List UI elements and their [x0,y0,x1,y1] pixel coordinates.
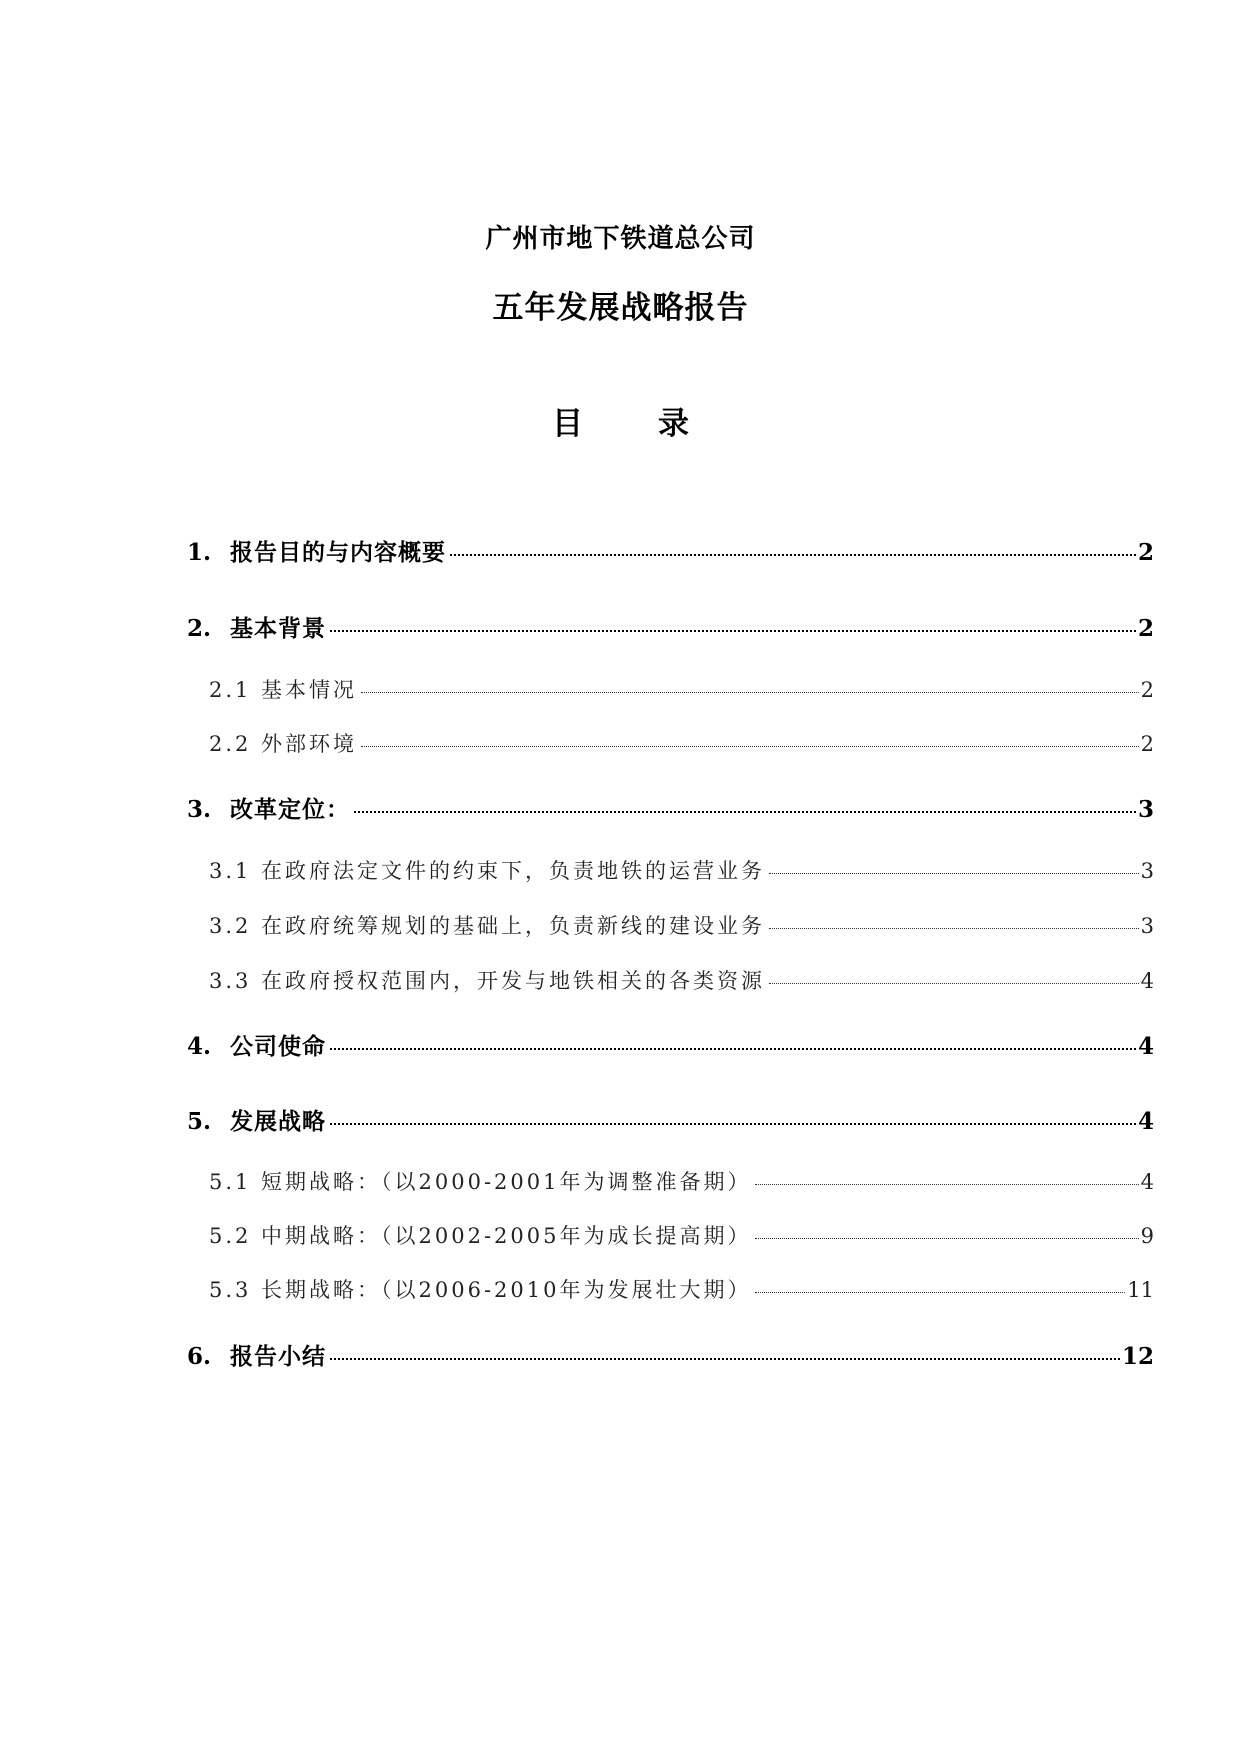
toc-dot-leader [361,692,1139,693]
toc-entry-number: 5.1 [209,1170,252,1194]
toc-dot-leader [354,811,1136,813]
toc-dot-leader [330,1123,1136,1125]
toc-dot-leader [769,873,1139,874]
company-name: 广州市地下铁道总公司 [485,224,756,254]
toc-entry-page: 4 [1137,1108,1154,1135]
toc-heading: 目 录 [552,406,711,442]
toc-entry-number: 3.2 [209,914,252,938]
toc-entry-page: 2 [1140,732,1154,756]
toc-dot-leader [450,554,1136,556]
toc-dot-leader [755,1184,1138,1185]
toc-entry-6[interactable] [187,1338,1154,1371]
toc-dot-leader [361,746,1139,747]
toc-entry-page: 4 [1140,969,1154,993]
toc-entry-title: 在政府授权范围内，开发与地铁相关的各类资源 [261,969,765,993]
toc-entry-number: 5.2 [209,1224,252,1248]
toc-entry-page: 11 [1127,1278,1154,1302]
toc-entry-number: 2.1 [209,678,252,702]
toc-entry-2-2[interactable] [209,728,1154,758]
toc-entry-title: 在政府统筹规划的基础上，负责新线的建设业务 [261,914,765,938]
toc-dot-leader [330,630,1136,632]
toc-entry-1[interactable] [187,534,1154,567]
toc-entry-5-3[interactable] [209,1274,1154,1304]
toc-entry-number: 1. [187,539,212,566]
toc-entry-title: 短期战略：（以2000-2001年为调整准备期） [261,1170,752,1194]
toc-entry-number: 2.2 [209,732,252,756]
toc-entry-2-1[interactable] [209,674,1154,704]
toc-entry-page: 4 [1137,1033,1154,1060]
toc-entry-3-1[interactable] [209,855,1154,885]
toc-entry-page: 3 [1140,859,1154,883]
toc-dot-leader [330,1358,1120,1360]
toc-dot-leader [755,1238,1138,1239]
toc-entry-page: 2 [1137,539,1154,566]
toc-entry-title: 长期战略：（以2006-2010年为发展壮大期） [261,1278,752,1302]
toc-dot-leader [769,983,1139,984]
report-title: 五年发展战略报告 [492,290,749,326]
toc-entry-3[interactable] [187,791,1154,824]
toc-entry-5[interactable] [187,1103,1154,1136]
toc-entry-number: 5. [187,1108,212,1135]
toc-entry-title: 中期战略：（以2002-2005年为成长提高期） [261,1224,752,1248]
toc-entry-number: 6. [187,1343,212,1370]
toc-entry-page: 9 [1140,1224,1154,1248]
toc-dot-leader [330,1048,1136,1050]
toc-entry-title: 基本情况 [261,678,357,702]
toc-entry-title: 发展战略 [230,1108,326,1135]
toc-entry-title: 基本背景 [230,615,326,642]
toc-entry-5-2[interactable] [209,1220,1154,1250]
toc-entry-3-3[interactable] [209,965,1154,995]
toc-entry-page: 12 [1121,1343,1154,1370]
toc-entry-number: 3. [187,796,212,823]
toc-entry-title: 报告小结 [230,1343,326,1370]
toc-entry-page: 3 [1137,796,1154,823]
toc-entry-3-2[interactable] [209,910,1154,940]
toc-entry-page: 4 [1140,1170,1154,1194]
toc-entry-4[interactable] [187,1028,1154,1061]
toc-entry-page: 2 [1137,615,1154,642]
toc-entry-page: 3 [1140,914,1154,938]
toc-entry-number: 3.3 [209,969,252,993]
toc-entry-title: 外部环境 [261,732,357,756]
toc-dot-leader [769,928,1139,929]
toc-entry-title: 改革定位： [230,796,350,823]
toc-entry-title: 在政府法定文件的约束下，负责地铁的运营业务 [261,859,765,883]
toc-entry-title: 报告目的与内容概要 [230,539,446,566]
toc-entry-title: 公司使命 [230,1033,326,1060]
toc-entry-5-1[interactable] [209,1166,1154,1196]
toc-entry-number: 4. [187,1033,212,1060]
toc-entry-2[interactable] [187,610,1154,643]
toc-entry-number: 3.1 [209,859,252,883]
toc-dot-leader [755,1292,1125,1293]
toc-entry-number: 5.3 [209,1278,252,1302]
toc-entry-page: 2 [1140,678,1154,702]
toc-entry-number: 2. [187,615,212,642]
